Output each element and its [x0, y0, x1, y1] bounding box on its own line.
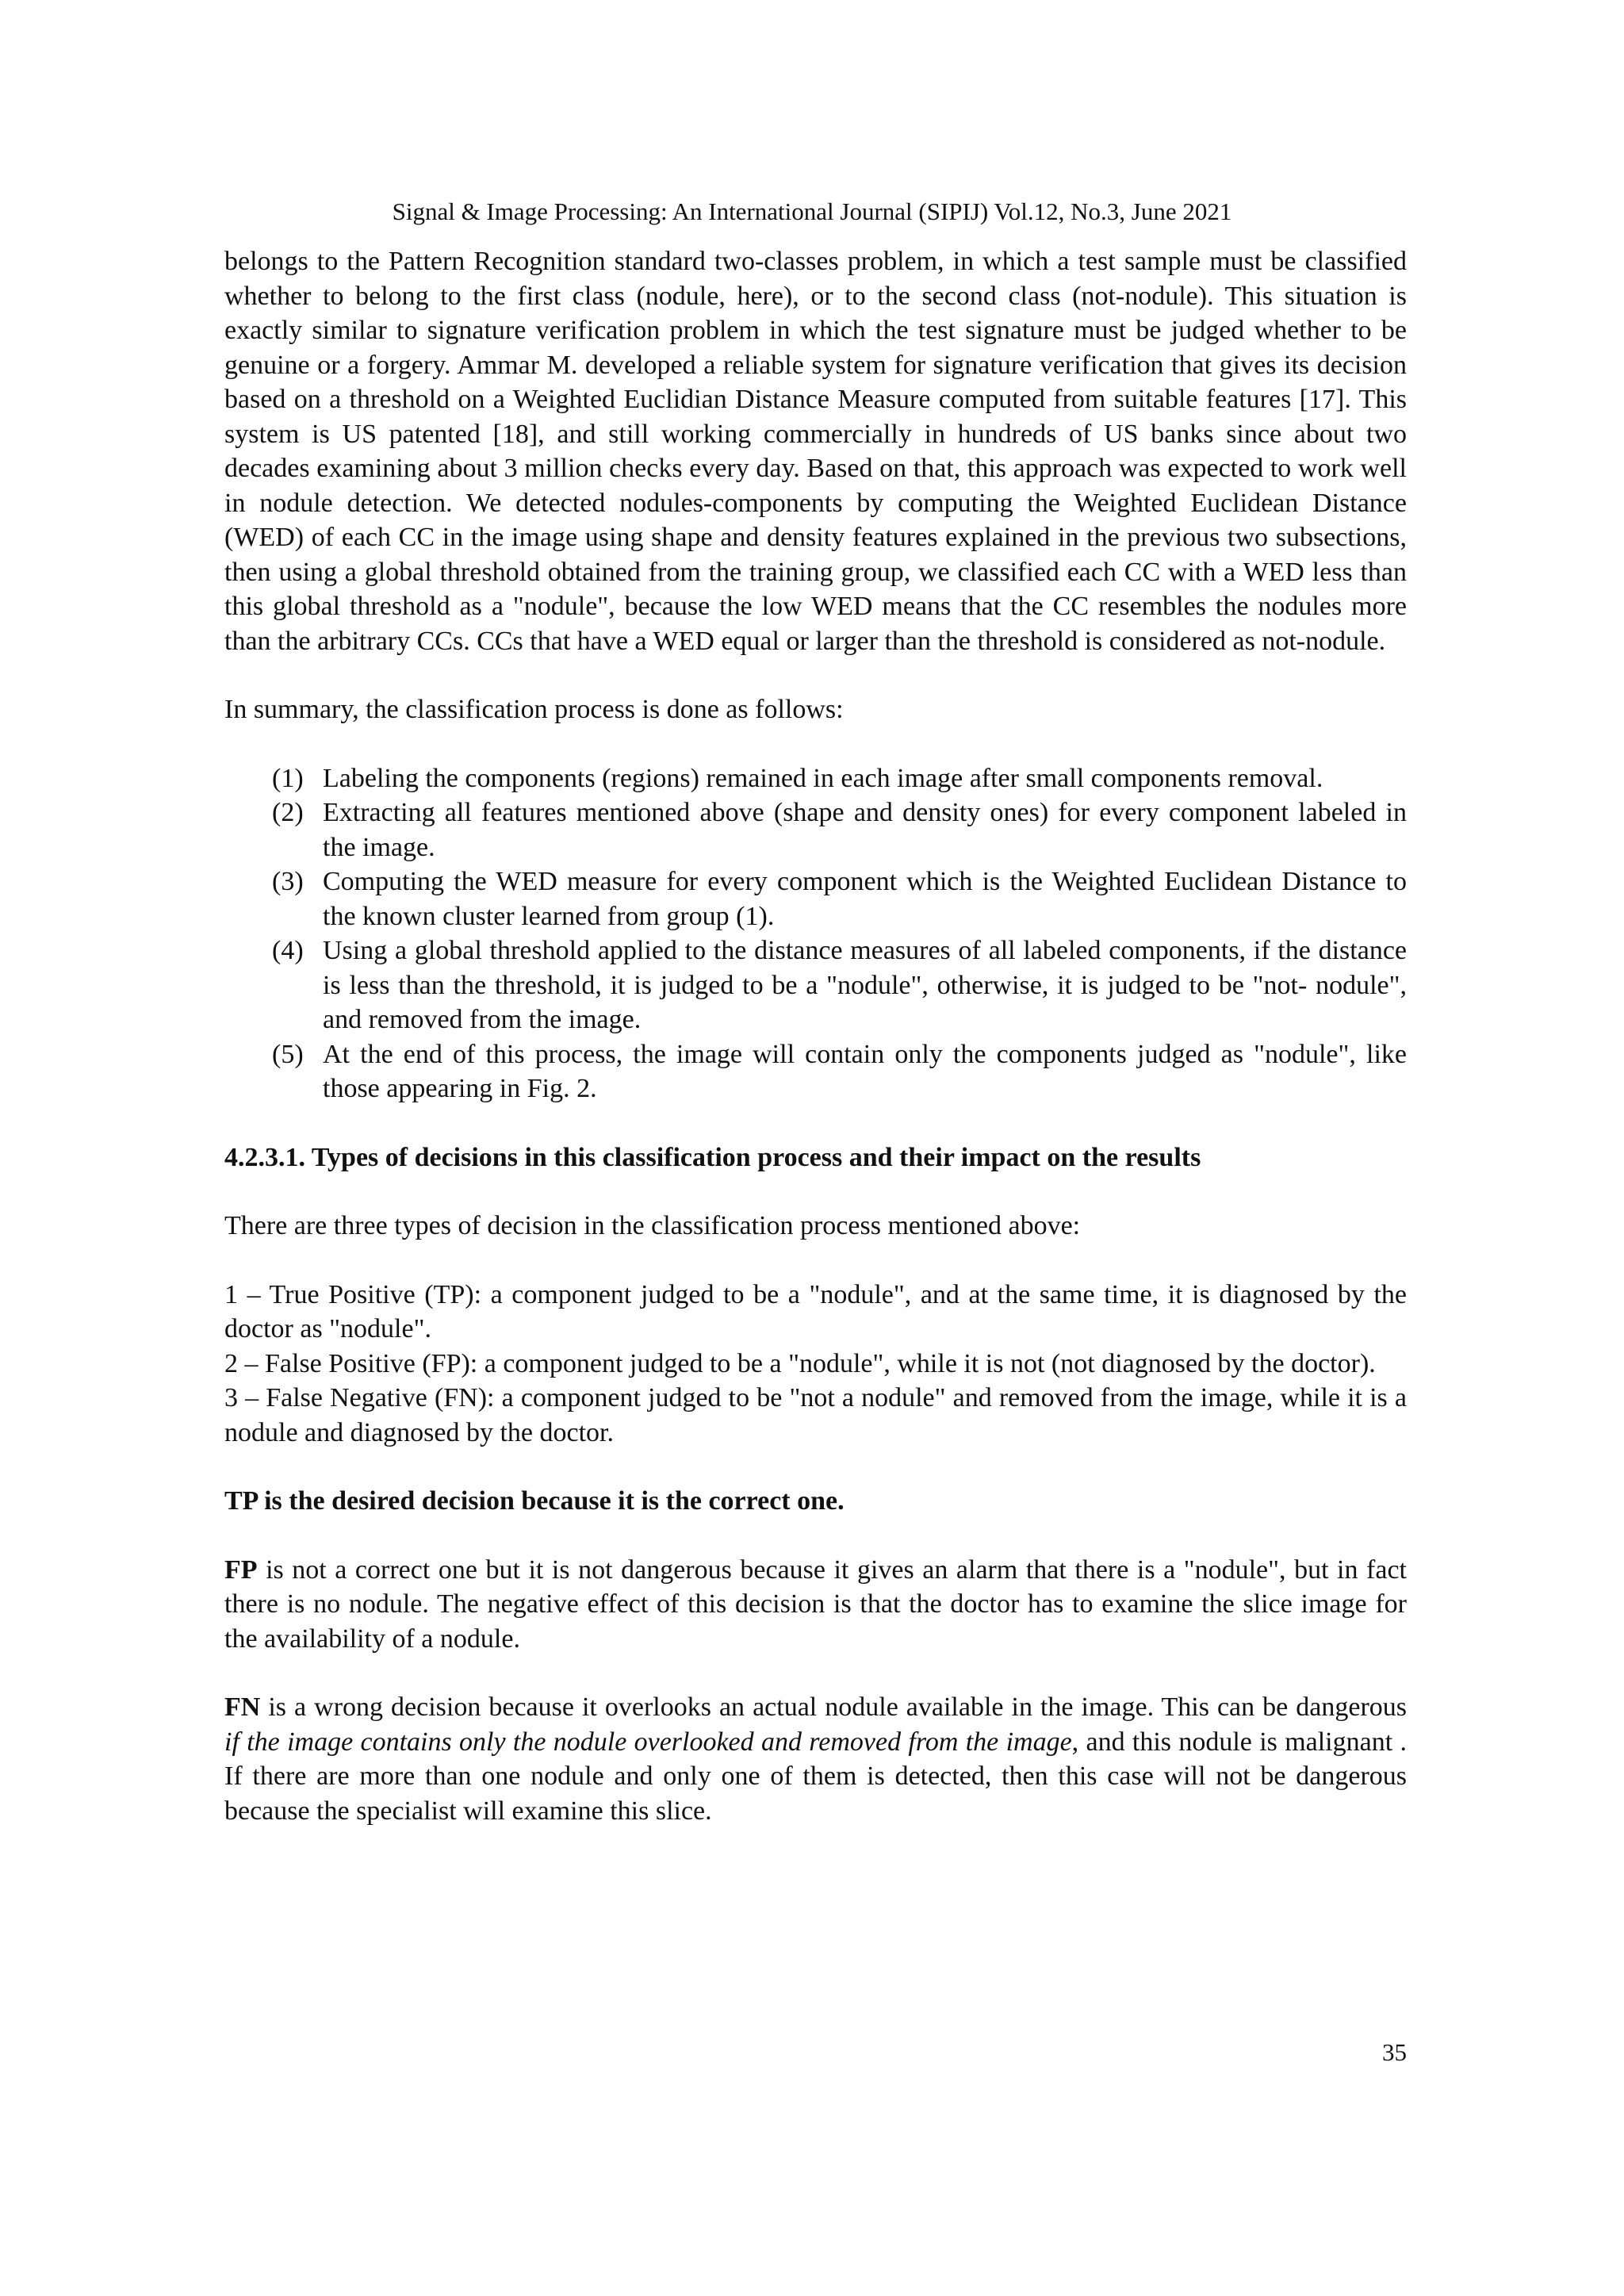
step-number: (3) — [272, 867, 304, 896]
section-heading: 4.2.3.1. Types of decisions in this classification process and their impact on the results — [224, 1142, 1201, 1172]
step-text: Labeling the components (regions) remained in each image after small components removal. — [323, 763, 1323, 793]
page-number: 35 — [1382, 2038, 1407, 2066]
step-item — [272, 864, 1407, 933]
step-number: (4) — [272, 936, 304, 965]
step-item — [272, 933, 1407, 1037]
step-text: Computing the WED measure for every component which is the Weighted Euclidean Distance to the known cluster learned from group (1). — [323, 867, 1407, 931]
fp-paragraph — [224, 1553, 1407, 1657]
fn-italic-text: if the image contains only the nodule overlooked and removed from the image — [224, 1727, 1072, 1757]
step-number: (2) — [272, 798, 304, 827]
classification-steps-list — [272, 761, 1407, 1106]
step-text: Extracting all features mentioned above (shape and density ones) for every component labeled in the image. — [323, 798, 1407, 862]
decisions-intro: There are three types of decision in the classification process mentioned above: — [224, 1211, 1081, 1240]
step-number: (1) — [272, 763, 304, 793]
journal-header: Signal & Image Processing: An International Journal (SIPIJ) Vol.12, No.3, June 2021 — [392, 197, 1232, 225]
decision-fn: 3 – False Negative (FN): a component judged to be "not a nodule" and removed from the image, while it is a nodule and diagnosed by the doctor. — [224, 1383, 1407, 1447]
decision-tp: 1 – True Positive (TP): a component judged to be a "nodule", and at the same time, it is diagnosed by the doctor as "nodule". — [224, 1279, 1407, 1343]
fn-text-before: is a wrong decision because it overlooks an actual nodule available in the image. This can be dangerous — [260, 1692, 1407, 1722]
step-number: (5) — [272, 1039, 304, 1069]
step-item — [272, 795, 1407, 864]
fn-paragraph — [224, 1690, 1407, 1828]
fp-text: is not a correct one but it is not dangerous because it gives an alarm that there is a "nodule", but in fact there is no nodule. The negative effect of this decision is that the doctor has to examine the slice image for the availability of a nodule. — [224, 1554, 1407, 1654]
step-item — [272, 761, 1407, 796]
fn-text-after: , and this nodule is malignant . If there are more than one nodule and only one of them is detected, then this case will not be dangerous because the specialist will examine this slice. — [224, 1727, 1407, 1826]
tp-statement: TP is the desired decision because it is the correct one. — [224, 1486, 845, 1516]
page-body — [224, 244, 1407, 1828]
intro-paragraph: belongs to the Pattern Recognition standard two-classes problem, in which a test sample must be classified whether to belong to the first class (nodule, here), or to the second class (not-nodule). This situation is exactly similar to signature verification problem in which the test signature must be judged whether to be genuine or a forgery. Ammar M. developed a reliable system for signature verification that gives its decision based on a threshold on a Weighted Euclidian Distance Measure computed from suitable features [17]. This system is US patented [18], and still working commercially in hundreds of US banks since about two decades examining about 3 million checks every day. Based on that, this approach was expected to work well in nodule detection. We detected nodules-components by computing the Weighted Euclidean Distance (WED) of each CC in the image using shape and density features explained in the previous two subsections, then using a global threshold obtained from the training group, we classified each CC with a WED less than this global threshold as a "nodule", because the low WED means that the CC resembles the nodules more than the arbitrary CCs. CCs that have a WED equal or larger than the threshold is considered as not-nodule. — [224, 247, 1407, 656]
summary-intro: In summary, the classification process is done as follows: — [224, 695, 844, 724]
fn-lead: FN — [224, 1692, 261, 1722]
step-item — [272, 1037, 1407, 1106]
fp-lead: FP — [224, 1554, 258, 1585]
step-text: Using a global threshold applied to the distance measures of all labeled components, if the distance is less than the threshold, it is judged to be a "nodule", otherwise, it is judged to be "not- nodule", and removed from the image. — [323, 936, 1407, 1034]
step-text: At the end of this process, the image will contain only the components judged as "nodule", like those appearing in Fig. 2. — [323, 1039, 1407, 1103]
decision-fp: 2 – False Positive (FP): a component judged to be a "nodule", while it is not (not diagnosed by the doctor). — [224, 1348, 1376, 1378]
